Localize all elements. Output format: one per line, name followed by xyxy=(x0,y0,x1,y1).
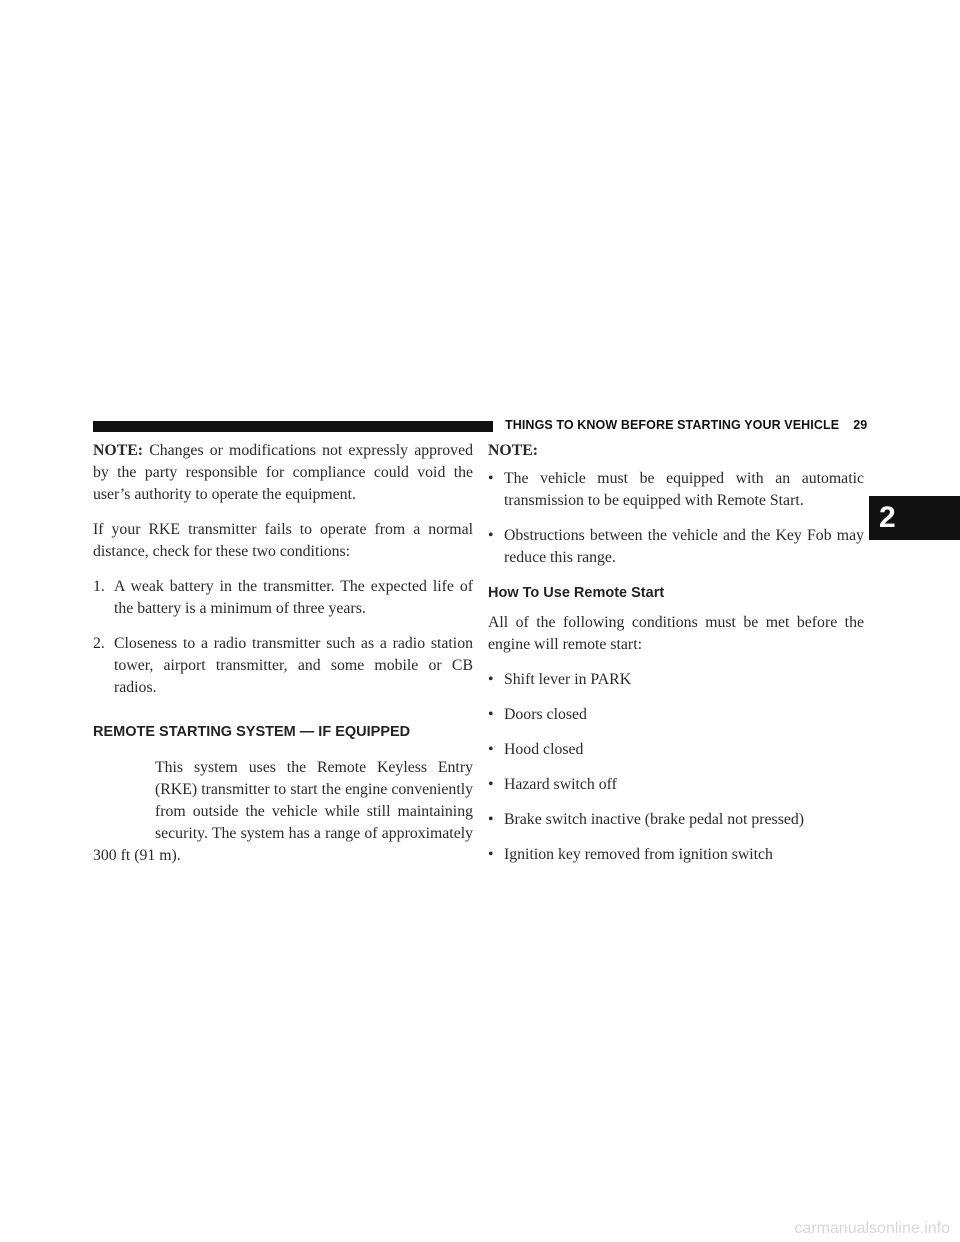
bullet: • xyxy=(488,811,494,828)
item-text: Closeness to a radio transmitter such as a radio station tower, airport transmitter, and some mobile or CB radios. xyxy=(114,635,473,696)
watermark: carmanualsonline.info xyxy=(794,1220,950,1237)
list-item xyxy=(488,669,864,691)
note-label: NOTE: xyxy=(93,442,144,459)
list-item xyxy=(488,468,864,512)
right-column xyxy=(488,440,864,879)
list-item xyxy=(488,844,864,866)
note-text: Changes or modifications not expressly approved by the party responsible for compliance could void the user’s authority to operate the equipment. xyxy=(93,442,473,503)
bullet: • xyxy=(488,741,494,758)
list-item xyxy=(488,739,864,761)
remote-start-conditions xyxy=(488,669,864,866)
item-text: The vehicle must be equipped with an automatic transmission to be equipped with Remote Start. xyxy=(504,470,864,509)
list-item xyxy=(488,774,864,796)
item-text: Doors closed xyxy=(504,706,587,723)
item-text: Ignition key removed from ignition switch xyxy=(504,846,773,863)
chapter-tab: 2 xyxy=(869,496,960,540)
item-text: Brake switch inactive (brake pedal not pressed) xyxy=(504,811,805,828)
fcc-note xyxy=(93,440,473,506)
list-item xyxy=(93,576,473,620)
rke-intro: If your RKE transmitter fails to operate from a normal distance, check for these two conditions: xyxy=(93,521,473,560)
bullet: • xyxy=(488,527,494,544)
remote-start-intro: All of the following conditions must be met before the engine will remote start: xyxy=(488,614,864,653)
note-label: NOTE: xyxy=(488,442,539,459)
list-item xyxy=(93,633,473,699)
item-text: Obstructions between the vehicle and the Key Fob may reduce this range. xyxy=(504,527,864,566)
running-header xyxy=(505,418,867,432)
bullet: • xyxy=(488,846,494,863)
item-text: Hazard switch off xyxy=(504,776,617,793)
note-list xyxy=(488,468,864,569)
remote-start-text: This system uses the Remote Keyless Entry (RKE) transmitter to start the engine conveniently from outside the vehicle while still maintaining security. The system has a range of approximately 300 ft (91 m). xyxy=(93,759,473,864)
header-rule xyxy=(93,421,493,432)
list-item xyxy=(488,704,864,726)
list-item xyxy=(488,525,864,569)
list-item xyxy=(488,809,864,831)
remote-start-description xyxy=(93,757,473,867)
bullet: • xyxy=(488,776,494,793)
rke-conditions-list xyxy=(93,576,473,699)
item-text: Hood closed xyxy=(504,741,584,758)
header-title: THINGS TO KNOW BEFORE STARTING YOUR VEHICLE xyxy=(505,418,840,432)
icon-space xyxy=(93,757,155,841)
item-number: 1. xyxy=(93,578,105,595)
left-column xyxy=(93,440,473,880)
page-number: 29 xyxy=(853,418,868,432)
item-text: A weak battery in the transmitter. The expected life of the battery is a minimum of three years. xyxy=(114,578,473,617)
bullet: • xyxy=(488,706,494,723)
bullet: • xyxy=(488,470,494,487)
section-heading: REMOTE STARTING SYSTEM — IF EQUIPPED xyxy=(93,724,411,740)
bullet: • xyxy=(488,671,494,688)
subheading: How To Use Remote Start xyxy=(488,585,665,601)
item-number: 2. xyxy=(93,635,105,652)
item-text: Shift lever in PARK xyxy=(504,671,632,688)
